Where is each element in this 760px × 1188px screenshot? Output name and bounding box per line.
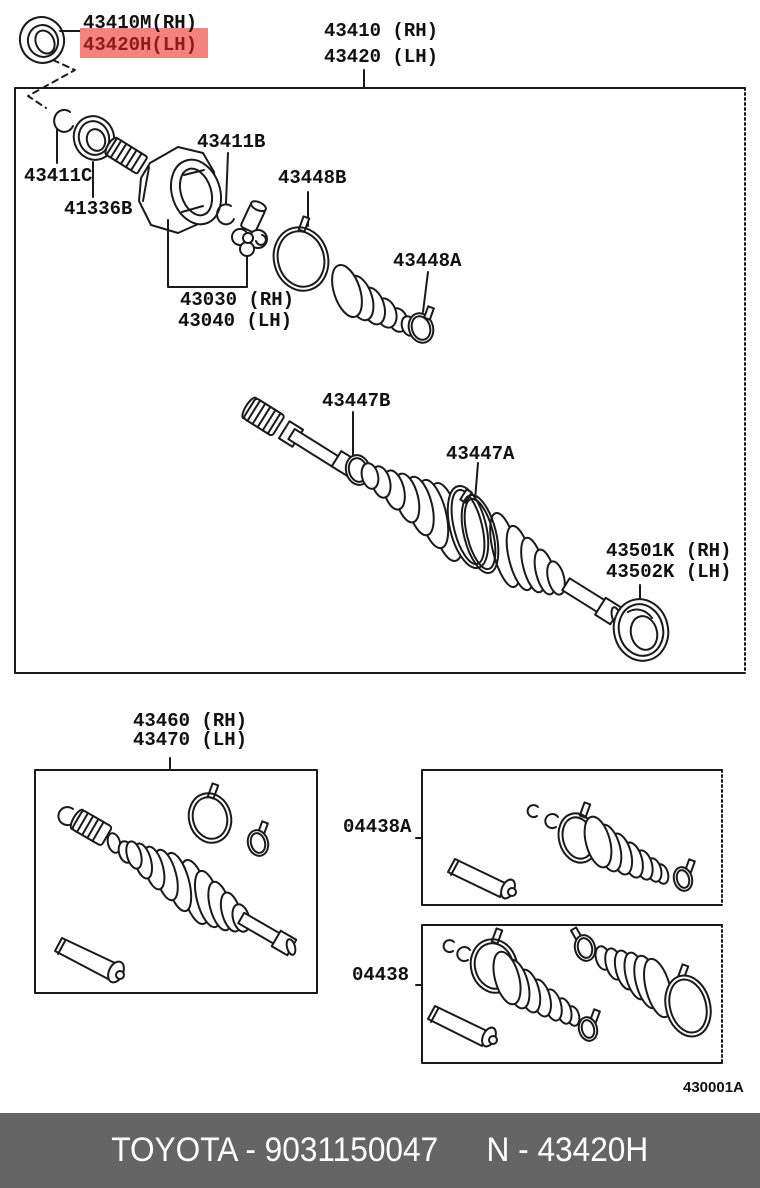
boot-kit-a-box bbox=[416, 770, 722, 905]
part-label-43448b[interactable]: 43448B bbox=[278, 167, 347, 189]
part-label-43420h-selected[interactable]: 43420H(LH) bbox=[83, 34, 198, 56]
diagram-code: 430001A bbox=[683, 1079, 744, 1096]
snap-ring-43411c-drawing bbox=[54, 110, 73, 163]
part-label-43448a[interactable]: 43448A bbox=[393, 250, 462, 272]
footer-part-ref: N - 43420H bbox=[486, 1131, 649, 1169]
part-label-43411c[interactable]: 43411C bbox=[24, 165, 93, 187]
part-label-43447a[interactable]: 43447A bbox=[446, 443, 515, 465]
part-label-43030[interactable]: 43030 (RH) bbox=[180, 289, 295, 311]
part-label-41336b[interactable]: 41336B bbox=[64, 198, 133, 220]
part-label-43040[interactable]: 43040 (LH) bbox=[178, 310, 293, 332]
part-label-43420[interactable]: 43420 (LH) bbox=[324, 46, 439, 68]
part-label-43410m[interactable]: 43410M(RH) bbox=[83, 12, 198, 34]
part-label-04438a[interactable]: 04438A bbox=[343, 816, 412, 838]
part-label-43447b[interactable]: 43447B bbox=[322, 390, 391, 412]
part-label-43460[interactable]: 43460 (RH) bbox=[133, 710, 248, 732]
selected-seal-drawing bbox=[14, 11, 82, 108]
footer-brand-code: TOYOTA - 9031150047 bbox=[111, 1131, 439, 1169]
part-label-43410[interactable]: 43410 (RH) bbox=[324, 20, 439, 42]
part-label-43502k[interactable]: 43502K (LH) bbox=[606, 561, 732, 583]
boot-kit-b-box bbox=[416, 925, 722, 1063]
part-label-04438[interactable]: 04438 bbox=[352, 964, 410, 986]
inner-boot-drawing bbox=[326, 261, 418, 337]
clamp-43448b-drawing bbox=[267, 192, 336, 297]
part-label-43411b[interactable]: 43411B bbox=[197, 131, 266, 153]
outboard-kit-box bbox=[35, 758, 317, 993]
main-box bbox=[15, 88, 745, 673]
part-label-43501k[interactable]: 43501K (RH) bbox=[606, 540, 732, 562]
footer-bar bbox=[0, 1113, 760, 1188]
part-label-43470[interactable]: 43470 (LH) bbox=[133, 729, 248, 751]
drive-shaft-drawing bbox=[240, 396, 675, 667]
tripod-spider-drawing bbox=[232, 199, 267, 256]
